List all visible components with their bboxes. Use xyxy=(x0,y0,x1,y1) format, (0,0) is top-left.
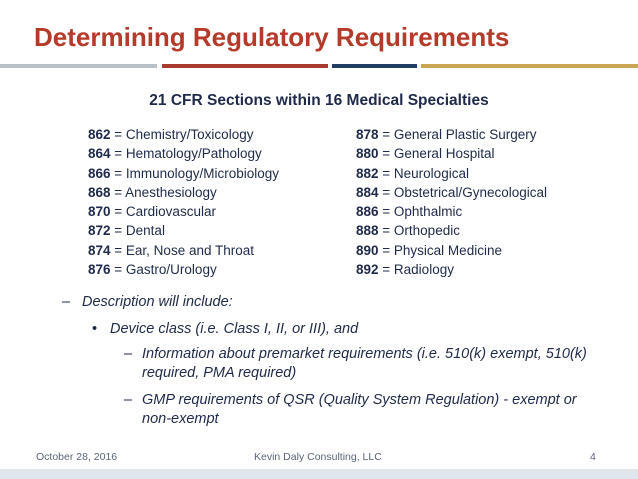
specialty-label: = Ophthalmic xyxy=(378,204,463,220)
cfr-code: 862 xyxy=(88,127,111,142)
cfr-code: 892 xyxy=(356,262,379,278)
specialty-label: = Hematology/Pathology xyxy=(110,146,262,162)
dash-marker: – xyxy=(62,294,71,310)
bullet-premarket xyxy=(126,345,606,383)
section-subtitle: 21 CFR Sections within 16 Medical Specialties xyxy=(149,92,489,109)
specialty-row xyxy=(356,164,547,183)
specialty-label: = Cardiovascular xyxy=(110,204,216,220)
specialty-row xyxy=(88,164,279,183)
cfr-code: 880 xyxy=(356,146,379,162)
specialty-row xyxy=(88,241,279,260)
bullet-device-class xyxy=(92,321,358,337)
specialty-label: = Immunology/Microbiology xyxy=(110,165,279,181)
bullet-text: GMP requirements of QSR (Quality System Regulation) - exempt or non-exempt xyxy=(142,392,577,427)
specialty-row xyxy=(356,241,547,260)
cfr-code: 884 xyxy=(356,184,379,200)
cfr-code: 882 xyxy=(356,165,379,181)
specialty-label: = General Plastic Surgery xyxy=(378,127,537,142)
slide-title: Determining Regulatory Requirements xyxy=(34,22,510,52)
bullet-gmp xyxy=(126,391,606,429)
specialty-label: = Orthopedic xyxy=(378,223,460,239)
specialty-row xyxy=(88,183,279,202)
cfr-code: 874 xyxy=(88,242,111,258)
bullet-text: Information about premarket requirements (i.e. 510(k) exempt, 510(k) required, PMA required) xyxy=(142,346,587,381)
cfr-code: 878 xyxy=(356,127,379,142)
specialty-row xyxy=(356,144,547,163)
dash-marker: – xyxy=(124,392,133,408)
cfr-code: 864 xyxy=(88,146,111,162)
specialty-row xyxy=(356,183,547,202)
accent-bar-gray xyxy=(0,64,157,68)
cfr-code: 888 xyxy=(356,223,379,239)
bullet-text: Device class (i.e. Class I, II, or III), and xyxy=(110,321,359,337)
cfr-code: 866 xyxy=(88,165,111,181)
accent-bar-red xyxy=(162,64,328,68)
specialty-label: = Ear, Nose and Throat xyxy=(110,242,254,258)
dash-marker: – xyxy=(124,346,133,362)
cfr-code: 876 xyxy=(88,262,111,278)
specialty-row xyxy=(356,221,547,240)
specialty-row xyxy=(356,125,547,144)
specialty-row xyxy=(88,144,279,163)
specialty-row xyxy=(356,260,547,279)
bullet-description xyxy=(62,294,233,310)
specialty-row xyxy=(88,221,279,240)
accent-bar-gold xyxy=(421,64,638,68)
specialty-list-left xyxy=(88,125,279,279)
cfr-code: 872 xyxy=(88,223,111,239)
accent-bars xyxy=(0,64,638,68)
specialty-label: = Physical Medicine xyxy=(378,242,502,258)
specialty-label: = Dental xyxy=(110,223,165,239)
footer-date: October 28, 2016 xyxy=(36,451,118,463)
footer-company: Kevin Daly Consulting, LLC xyxy=(254,451,382,463)
specialty-row xyxy=(88,125,279,144)
specialty-label: = Gastro/Urology xyxy=(110,262,217,278)
specialty-list-right xyxy=(356,125,547,279)
accent-bar-navy xyxy=(332,64,417,68)
cfr-code: 868 xyxy=(88,184,111,200)
specialty-label: = General Hospital xyxy=(378,146,495,162)
cfr-code: 890 xyxy=(356,242,379,258)
specialty-row xyxy=(88,260,279,279)
cfr-code: 870 xyxy=(88,204,111,220)
cfr-code: 886 xyxy=(356,204,379,220)
specialty-row xyxy=(88,202,279,221)
footer-page-number: 4 xyxy=(590,451,596,463)
bottom-strip xyxy=(0,469,638,479)
specialty-label: = Obstetrical/Gynecological xyxy=(378,184,547,200)
dot-marker: • xyxy=(92,321,98,337)
specialty-label: = Neurological xyxy=(378,165,469,181)
specialty-label: = Radiology xyxy=(378,262,454,278)
specialty-label: = Chemistry/Toxicology xyxy=(110,127,254,142)
specialty-row xyxy=(356,202,547,221)
specialty-label: = Anesthesiology xyxy=(110,184,217,200)
bullet-text: Description will include: xyxy=(82,294,233,310)
